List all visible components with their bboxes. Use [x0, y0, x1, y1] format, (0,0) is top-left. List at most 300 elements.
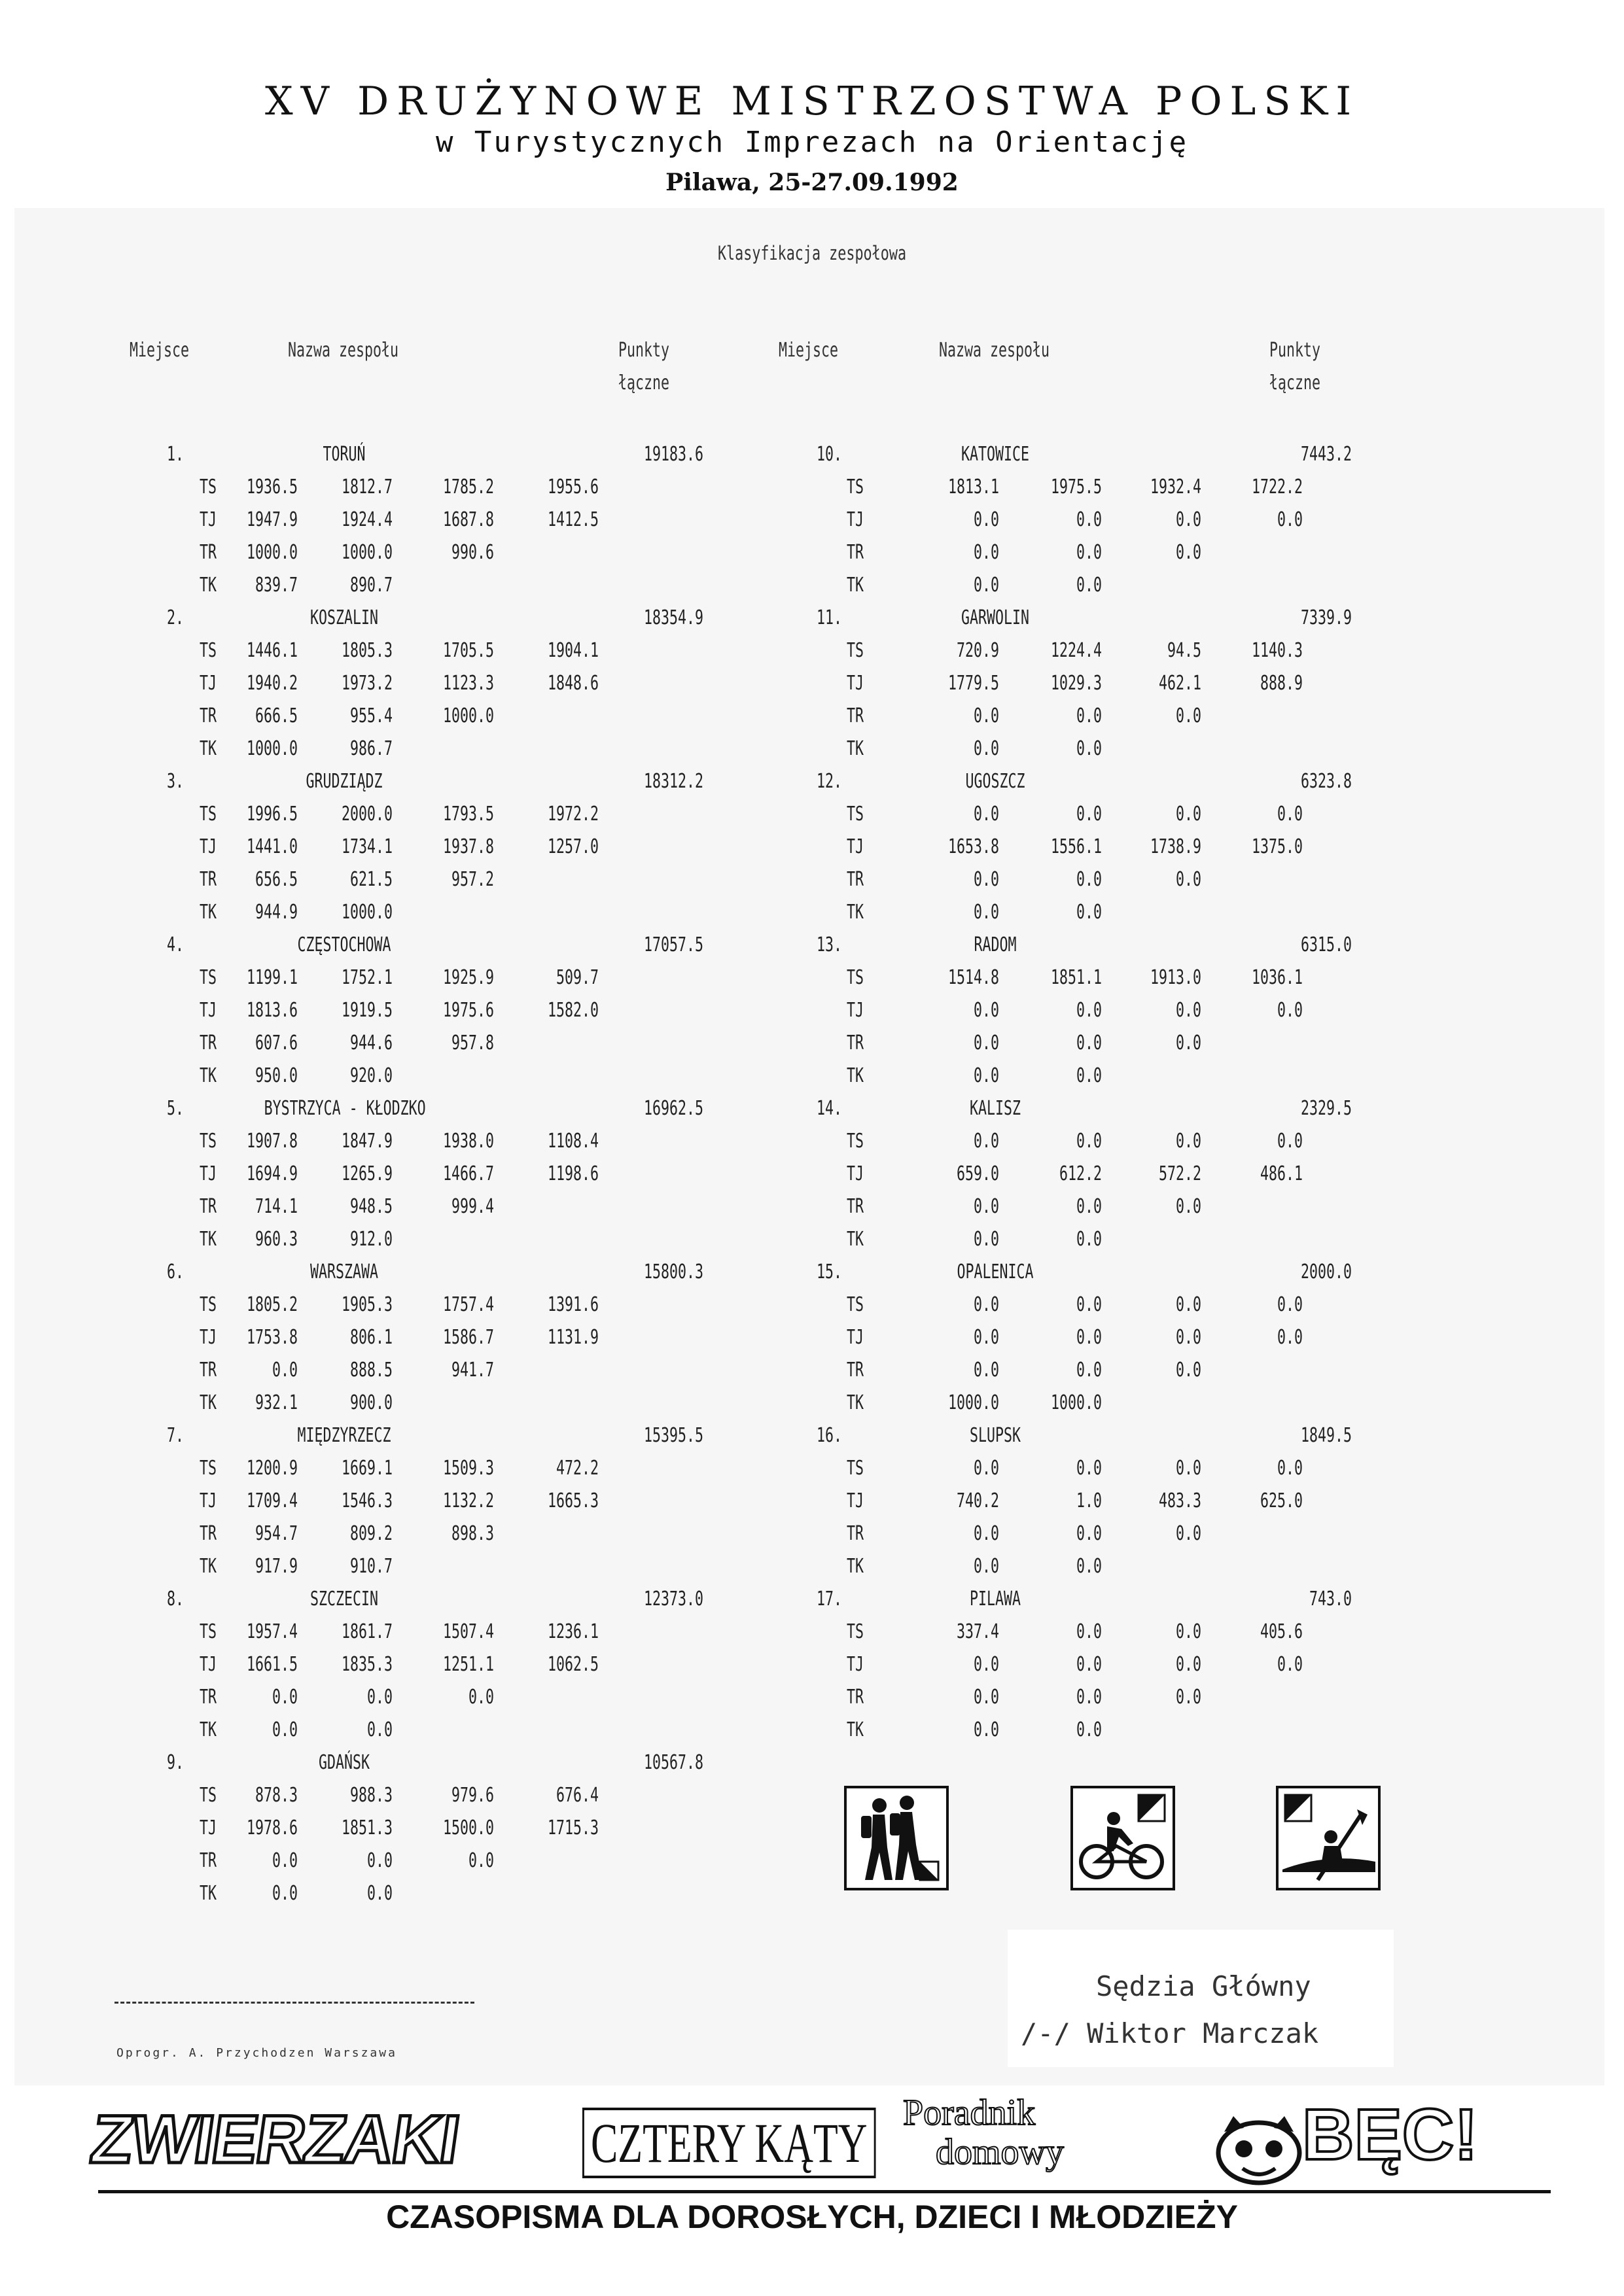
score-value: 0.0	[1175, 868, 1201, 891]
score-value: 1653.8	[947, 835, 999, 858]
score-value: 483.3	[1158, 1489, 1201, 1512]
results-right-column	[812, 438, 1624, 1747]
score-value: 621.5	[349, 868, 393, 891]
score-value: 0.0	[1175, 803, 1201, 826]
team-place: 14.	[817, 1097, 843, 1120]
team-place: 17.	[817, 1588, 843, 1610]
score-value: 900.0	[349, 1391, 393, 1414]
team-row	[0, 1256, 812, 1289]
discipline-row	[0, 1485, 812, 1518]
score-value: 1200.9	[246, 1457, 298, 1480]
score-value: 0.0	[1076, 868, 1102, 891]
score-value: 720.9	[956, 639, 999, 662]
score-value: 486.1	[1260, 1162, 1303, 1185]
score-value: 1412.5	[547, 508, 599, 531]
discipline-row	[812, 1387, 1624, 1419]
score-value: 912.0	[349, 1228, 393, 1251]
team-place: 4.	[167, 933, 185, 956]
discipline-row	[812, 1518, 1624, 1550]
team-name: SLUPSK	[969, 1424, 1021, 1447]
score-value: 1973.2	[341, 672, 393, 695]
score-value: 0.0	[1076, 1359, 1102, 1382]
score-value: 1785.2	[442, 476, 494, 498]
score-value: 0.0	[1076, 1686, 1102, 1709]
team-name: SZCZECIN	[309, 1588, 379, 1610]
score-value: 1722.2	[1251, 476, 1303, 498]
score-value: 1709.4	[246, 1489, 298, 1512]
score-value: 0.0	[973, 1326, 999, 1349]
score-value: 1514.8	[947, 966, 999, 989]
team-name: WARSZAWA	[309, 1261, 379, 1283]
score-value: 0.0	[1175, 1522, 1201, 1545]
score-value: 1036.1	[1251, 966, 1303, 989]
discipline-row	[0, 1223, 812, 1256]
score-value: 1851.1	[1050, 966, 1102, 989]
score-value: 676.4	[556, 1784, 599, 1807]
score-value: 932.1	[255, 1391, 298, 1414]
score-value: 1738.9	[1150, 835, 1201, 858]
score-value: 1978.6	[246, 1817, 298, 1839]
score-value: 890.7	[349, 574, 393, 597]
score-value: 1805.3	[341, 639, 393, 662]
team-place: 11.	[817, 606, 843, 629]
ad-divider	[98, 2190, 1551, 2193]
team-row	[0, 765, 812, 798]
discipline-label: TS	[847, 1293, 864, 1316]
signature-box	[1008, 1930, 1394, 2067]
discipline-row	[812, 1289, 1624, 1321]
score-value: 1198.6	[547, 1162, 599, 1185]
score-value: 656.5	[255, 868, 298, 891]
score-value: 740.2	[956, 1489, 999, 1512]
score-value: 0.0	[1076, 541, 1102, 564]
discipline-row	[0, 1812, 812, 1845]
header-team-left: Nazwa zespołu	[288, 339, 399, 362]
score-value: 714.1	[255, 1195, 298, 1218]
score-value: 0.0	[973, 508, 999, 531]
score-value: 0.0	[973, 803, 999, 826]
score-value: 1955.6	[547, 476, 599, 498]
team-points: 2000.0	[1300, 1261, 1352, 1283]
discipline-label: TJ	[847, 1489, 864, 1512]
score-value: 1000.0	[246, 541, 298, 564]
discipline-row	[0, 1616, 812, 1648]
signature-line	[115, 2002, 474, 2004]
discipline-row	[0, 962, 812, 994]
score-value: 0.0	[272, 1882, 298, 1905]
score-value: 0.0	[1076, 803, 1102, 826]
logo-bec: BĘC!	[1302, 2095, 1478, 2175]
team-points: 15395.5	[643, 1424, 703, 1447]
score-value: 0.0	[1076, 1653, 1102, 1676]
score-value: 0.0	[1076, 1064, 1102, 1087]
place-date: Pilawa, 25-27.09.1992	[665, 169, 959, 196]
score-value: 948.5	[349, 1195, 393, 1218]
team-place: 6.	[167, 1261, 185, 1283]
discipline-row	[812, 1158, 1624, 1191]
score-value: 0.0	[973, 1293, 999, 1316]
discipline-row	[812, 700, 1624, 733]
hikers-icon	[844, 1786, 949, 1890]
discipline-row	[0, 863, 812, 896]
discipline-label: TJ	[847, 1326, 864, 1349]
score-value: 1131.9	[547, 1326, 599, 1349]
header-points-left-2: łączne	[618, 372, 670, 394]
discipline-label: TJ	[200, 1653, 217, 1676]
judge-role: Sędzia Główny	[1096, 1970, 1311, 2002]
score-value: 1029.3	[1050, 672, 1102, 695]
discipline-label: TK	[200, 1064, 217, 1087]
discipline-label: TR	[200, 1195, 217, 1218]
score-value: 0.0	[1175, 1293, 1201, 1316]
score-value: 0.0	[973, 1228, 999, 1251]
score-value: 1734.1	[341, 835, 393, 858]
team-points: 18312.2	[643, 770, 703, 793]
team-points: 2329.5	[1300, 1097, 1352, 1120]
score-value: 1466.7	[442, 1162, 494, 1185]
score-value: 957.8	[451, 1032, 494, 1054]
discipline-label: TJ	[847, 508, 864, 531]
discipline-row	[812, 1223, 1624, 1256]
score-value: 1661.5	[246, 1653, 298, 1676]
team-place: 1.	[167, 443, 185, 466]
score-value: 0.0	[1076, 1555, 1102, 1578]
team-place: 7.	[167, 1424, 185, 1447]
score-value: 1507.4	[442, 1620, 494, 1643]
discipline-label: TK	[847, 901, 864, 924]
score-value: 888.9	[1260, 672, 1303, 695]
team-place: 10.	[817, 443, 843, 466]
score-value: 1925.9	[442, 966, 494, 989]
score-value: 1938.0	[442, 1130, 494, 1153]
score-value: 0.0	[1076, 737, 1102, 760]
score-value: 1947.9	[246, 508, 298, 531]
team-row	[812, 1092, 1624, 1125]
discipline-label: TR	[847, 704, 864, 727]
score-value: 0.0	[973, 1718, 999, 1741]
discipline-row	[812, 1648, 1624, 1681]
discipline-label: TK	[200, 1555, 217, 1578]
score-value: 0.0	[1175, 1130, 1201, 1153]
score-value: 920.0	[349, 1064, 393, 1087]
cyclist-icon	[1070, 1786, 1175, 1890]
score-value: 1907.8	[246, 1130, 298, 1153]
discipline-label: TR	[200, 1849, 217, 1872]
score-value: 0.0	[1175, 541, 1201, 564]
discipline-row	[812, 962, 1624, 994]
score-value: 0.0	[1175, 1653, 1201, 1676]
score-value: 0.0	[468, 1686, 494, 1709]
discipline-label: TS	[847, 1620, 864, 1643]
score-value: 1375.0	[1251, 835, 1303, 858]
score-value: 1257.0	[547, 835, 599, 858]
discipline-row	[0, 569, 812, 602]
discipline-label: TR	[847, 1032, 864, 1054]
score-value: 0.0	[973, 999, 999, 1022]
score-value: 1905.3	[341, 1293, 393, 1316]
score-value: 1500.0	[442, 1817, 494, 1839]
page-title: XV DRUŻYNOWE MISTRZOSTWA POLSKI	[264, 78, 1360, 124]
score-value: 0.0	[1277, 1293, 1303, 1316]
team-points: 12373.0	[643, 1588, 703, 1610]
page-subtitle: w Turystycznych Imprezach na Orientację	[435, 126, 1189, 159]
score-value: 0.0	[973, 541, 999, 564]
discipline-row	[812, 733, 1624, 765]
team-place: 16.	[817, 1424, 843, 1447]
score-value: 2000.0	[341, 803, 393, 826]
discipline-row	[0, 1550, 812, 1583]
score-value: 1132.2	[442, 1489, 494, 1512]
discipline-label: TS	[847, 1130, 864, 1153]
score-value: 0.0	[973, 704, 999, 727]
discipline-row	[0, 1681, 812, 1714]
score-value: 0.0	[1076, 1032, 1102, 1054]
discipline-label: TR	[200, 1032, 217, 1054]
score-value: 941.7	[451, 1359, 494, 1382]
score-value: 1924.4	[341, 508, 393, 531]
score-value: 1391.6	[547, 1293, 599, 1316]
score-value: 0.0	[1076, 1293, 1102, 1316]
discipline-row	[812, 831, 1624, 863]
discipline-label: TJ	[200, 1326, 217, 1349]
score-value: 1996.5	[246, 803, 298, 826]
team-points: 6323.8	[1300, 770, 1352, 793]
score-value: 0.0	[1076, 574, 1102, 597]
score-value: 0.0	[973, 737, 999, 760]
discipline-row	[812, 863, 1624, 896]
discipline-row	[0, 1877, 812, 1910]
score-value: 0.0	[1175, 704, 1201, 727]
team-row	[812, 438, 1624, 471]
score-value: 0.0	[272, 1359, 298, 1382]
score-value: 1812.7	[341, 476, 393, 498]
header-points-right-1: Punkty	[1269, 339, 1321, 362]
discipline-row	[812, 504, 1624, 536]
score-value: 1199.1	[246, 966, 298, 989]
score-value: 1000.0	[246, 737, 298, 760]
discipline-label: TJ	[847, 1162, 864, 1185]
score-value: 0.0	[1277, 999, 1303, 1022]
discipline-label: TR	[847, 868, 864, 891]
discipline-row	[0, 1191, 812, 1223]
score-value: 898.3	[451, 1522, 494, 1545]
score-value: 0.0	[973, 1555, 999, 1578]
score-value: 0.0	[366, 1849, 393, 1872]
discipline-row	[812, 1027, 1624, 1060]
score-value: 1140.3	[1251, 639, 1303, 662]
score-value: 659.0	[956, 1162, 999, 1185]
score-value: 0.0	[973, 1359, 999, 1382]
score-value: 0.0	[973, 868, 999, 891]
discipline-label: TR	[847, 1686, 864, 1709]
discipline-row	[812, 1714, 1624, 1747]
score-value: 1441.0	[246, 835, 298, 858]
discipline-row	[0, 1648, 812, 1681]
discipline-row	[812, 1452, 1624, 1485]
team-name: GARWOLIN	[961, 606, 1030, 629]
score-value: 625.0	[1260, 1489, 1303, 1512]
ad-tagline: CZASOPISMA DLA DOROSŁYCH, DZIECI I MŁODZIEŻY	[386, 2199, 1238, 2235]
score-value: 0.0	[366, 1882, 393, 1905]
team-place: 15.	[817, 1261, 843, 1283]
discipline-label: TS	[847, 803, 864, 826]
header-place-left: Miejsce	[130, 339, 190, 362]
score-value: 1805.2	[246, 1293, 298, 1316]
discipline-label: TK	[200, 1718, 217, 1741]
score-value: 1582.0	[547, 999, 599, 1022]
discipline-row	[0, 1027, 812, 1060]
score-value: 1000.0	[947, 1391, 999, 1414]
score-value: 0.0	[973, 1195, 999, 1218]
discipline-label: TK	[847, 574, 864, 597]
score-value: 839.7	[255, 574, 298, 597]
discipline-label: TK	[200, 574, 217, 597]
score-value: 1265.9	[341, 1162, 393, 1185]
discipline-row	[0, 1125, 812, 1158]
team-points: 15800.3	[643, 1261, 703, 1283]
score-value: 1062.5	[547, 1653, 599, 1676]
discipline-row	[812, 1321, 1624, 1354]
score-value: 0.0	[1076, 1522, 1102, 1545]
discipline-label: TS	[200, 1620, 217, 1643]
score-value: 0.0	[1175, 1620, 1201, 1643]
score-value: 0.0	[1076, 1326, 1102, 1349]
discipline-row	[0, 504, 812, 536]
discipline-label: TR	[847, 541, 864, 564]
score-value: 944.9	[255, 901, 298, 924]
score-value: 1000.0	[442, 704, 494, 727]
score-value: 950.0	[255, 1064, 298, 1087]
discipline-label: TS	[847, 476, 864, 498]
discipline-label: TR	[200, 868, 217, 891]
team-name: GRUDZIĄDZ	[306, 770, 383, 793]
score-value: 0.0	[1277, 508, 1303, 531]
header-points-right-2: łączne	[1269, 372, 1321, 394]
discipline-label: TJ	[200, 508, 217, 531]
score-value: 1975.6	[442, 999, 494, 1022]
discipline-row	[812, 1681, 1624, 1714]
score-value: 0.0	[1076, 508, 1102, 531]
discipline-label: TS	[847, 1457, 864, 1480]
team-points: 19183.6	[643, 443, 703, 466]
discipline-label: TJ	[847, 999, 864, 1022]
discipline-label: TS	[200, 1784, 217, 1807]
score-value: 1813.6	[246, 999, 298, 1022]
score-value: 0.0	[272, 1849, 298, 1872]
team-row	[812, 1256, 1624, 1289]
team-name: TORUŃ	[323, 443, 366, 466]
team-row	[0, 602, 812, 635]
discipline-row	[0, 896, 812, 929]
score-value: 0.0	[973, 1064, 999, 1087]
score-value: 1123.3	[442, 672, 494, 695]
team-place: 13.	[817, 933, 843, 956]
discipline-row	[812, 798, 1624, 831]
discipline-label: TS	[200, 966, 217, 989]
score-value: 888.5	[349, 1359, 393, 1382]
score-value: 1000.0	[1050, 1391, 1102, 1414]
score-value: 1932.4	[1150, 476, 1201, 498]
score-value: 0.0	[973, 901, 999, 924]
team-points: 743.0	[1309, 1588, 1352, 1610]
discipline-row	[812, 1354, 1624, 1387]
discipline-row	[0, 700, 812, 733]
score-value: 1669.1	[341, 1457, 393, 1480]
score-value: 0.0	[1175, 1326, 1201, 1349]
discipline-label: TR	[847, 1359, 864, 1382]
team-points: 7443.2	[1300, 443, 1352, 466]
score-value: 910.7	[349, 1555, 393, 1578]
discipline-row	[0, 1289, 812, 1321]
score-value: 1779.5	[947, 672, 999, 695]
score-value: 999.4	[451, 1195, 494, 1218]
score-value: 1937.8	[442, 835, 494, 858]
discipline-row	[812, 569, 1624, 602]
score-value: 0.0	[1277, 1653, 1303, 1676]
score-value: 0.0	[1076, 1620, 1102, 1643]
discipline-label: TJ	[847, 672, 864, 695]
discipline-row	[0, 1845, 812, 1877]
score-value: 0.0	[1175, 1359, 1201, 1382]
score-value: 1835.3	[341, 1653, 393, 1676]
discipline-label: TR	[200, 704, 217, 727]
score-value: 0.0	[1076, 999, 1102, 1022]
score-value: 1848.6	[547, 672, 599, 695]
classification-title: Klasyfikacja zespołowa	[717, 242, 907, 264]
score-value: 1904.1	[547, 639, 599, 662]
score-value: 988.3	[349, 1784, 393, 1807]
discipline-row	[812, 994, 1624, 1027]
score-value: 1936.5	[246, 476, 298, 498]
discipline-row	[0, 1060, 812, 1092]
discipline-row	[812, 536, 1624, 569]
discipline-label: TR	[200, 541, 217, 564]
score-value: 1851.3	[341, 1817, 393, 1839]
score-value: 1847.9	[341, 1130, 393, 1153]
discipline-row	[0, 733, 812, 765]
discipline-label: TS	[200, 1293, 217, 1316]
discipline-label: TK	[200, 901, 217, 924]
discipline-row	[0, 536, 812, 569]
discipline-label: TR	[847, 1195, 864, 1218]
discipline-label: TK	[847, 1555, 864, 1578]
team-row	[812, 602, 1624, 635]
score-value: 806.1	[349, 1326, 393, 1349]
score-value: 1.0	[1076, 1489, 1102, 1512]
score-value: 954.7	[255, 1522, 298, 1545]
discipline-row	[812, 1616, 1624, 1648]
score-value: 0.0	[973, 574, 999, 597]
team-name: BYSTRZYCA - KŁODZKO	[264, 1097, 426, 1120]
discipline-row	[812, 1191, 1624, 1223]
score-value: 0.0	[1076, 1457, 1102, 1480]
score-value: 0.0	[1076, 1228, 1102, 1251]
discipline-label: TJ	[200, 835, 217, 858]
score-value: 878.3	[255, 1784, 298, 1807]
discipline-row	[812, 1550, 1624, 1583]
team-points: 7339.9	[1300, 606, 1352, 629]
score-value: 917.9	[255, 1555, 298, 1578]
score-value: 1975.5	[1050, 476, 1102, 498]
score-value: 1556.1	[1050, 835, 1102, 858]
score-value: 0.0	[973, 1522, 999, 1545]
score-value: 0.0	[366, 1718, 393, 1741]
score-value: 809.2	[349, 1522, 393, 1545]
score-value: 1793.5	[442, 803, 494, 826]
score-value: 0.0	[1175, 1032, 1201, 1054]
team-name: PILAWA	[969, 1588, 1021, 1610]
discipline-row	[0, 831, 812, 863]
